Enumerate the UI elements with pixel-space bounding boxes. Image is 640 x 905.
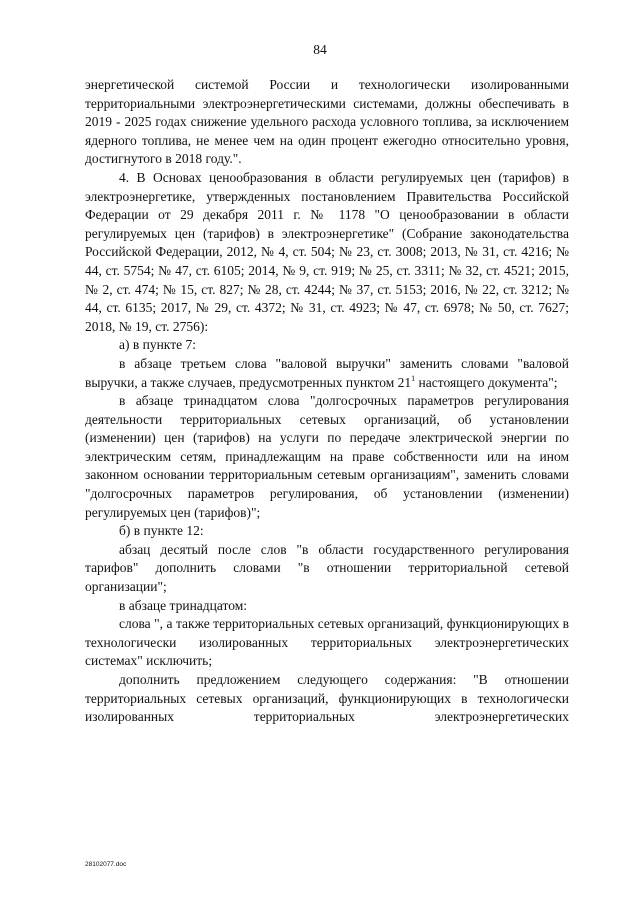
superscript: 1 [411,373,416,383]
paragraph: а) в пункте 7: [119,337,196,353]
paragraph: 4. В Основах ценообразования в области регулируемых цен (тарифов) в электроэнергетике, утвержденных постановлением Правительства Российской Федерации от 29 декабря 2011 г. № 1178 "О ценообразовании в области регулируемых цен (тарифов) в электроэнергетике" (Собрание законодательства Российской Федерации, 2012, № 4, ст. 504; № 23, ст. 3008; 2013, № 31, ст. 4216; № 44, ст. 5754; № 47, ст. 6105; 2014, № 9, ст. 919; № 25, ст. 3311; № 32, ст. 4521; 2015, № 2, ст. 474; № 15, ст. 827; № 28, ст. 4244; № 37, ст. 5153; 2016, № 22, ст. 3212; № 44, ст. 6135; 2017, № 29, ст. 4372; № 31, ст. 4923; № 47, ст. 6978; № 50, ст. 7627; 2018, № 19, ст. 2756): [85,169,569,334]
paragraph: в абзаце тринадцатом слова "долгосрочных параметров регулирования деятельности территориальных сетевых организаций, об установлении (изменении) цен (тарифов) на услуги по передаче электрической энергии по электрическим сетям, принадлежащим на праве собственности или на ином законном основании территориальным сетевым организациям", заменить словами "долгосрочных параметров регулирования, об установлении (изменении) регулируемых цен (тарифов)"; [85,393,569,520]
paragraph-text: настоящего документа"; [415,374,558,390]
footer-filename: 28102077.doc [85,861,127,868]
document-body [85,76,569,727]
paragraph: энергетической системой России и технологически изолированными территориальными электроэнергетическими системами, должны обеспечивать в 2019 - 2025 годах снижение удельного расхода условного топлива, за исключением ядерного топлива, не менее чем на один процент ежегодно относительно уровня, достигнутого в 2018 году.". [85,77,569,167]
paragraph: в абзаце тринадцатом: [119,597,248,613]
page-number: 84 [313,42,327,57]
paragraph: дополнить предложением следующего содержания: "В отношении территориальных сетевых организаций, функционирующих в технологически изолированных территориальных электроэнергетических [85,672,569,725]
paragraph-text: в абзаце третьем слова "валовой выручки" заменить словами "валовой выручки, а также случаев, предусмотренных пунктом 21 [85,355,569,390]
paragraph: абзац десятый после слов "в области государственного регулирования тарифов" дополнить словами "в отношении территориальной сетевой организации"; [85,541,569,595]
paragraph: б) в пункте 12: [119,523,204,539]
paragraph: слова ", а также территориальных сетевых организаций, функционирующих в технологически изолированных территориальных электроэнергетических системах" исключить; [85,616,569,669]
paragraph [85,355,569,392]
